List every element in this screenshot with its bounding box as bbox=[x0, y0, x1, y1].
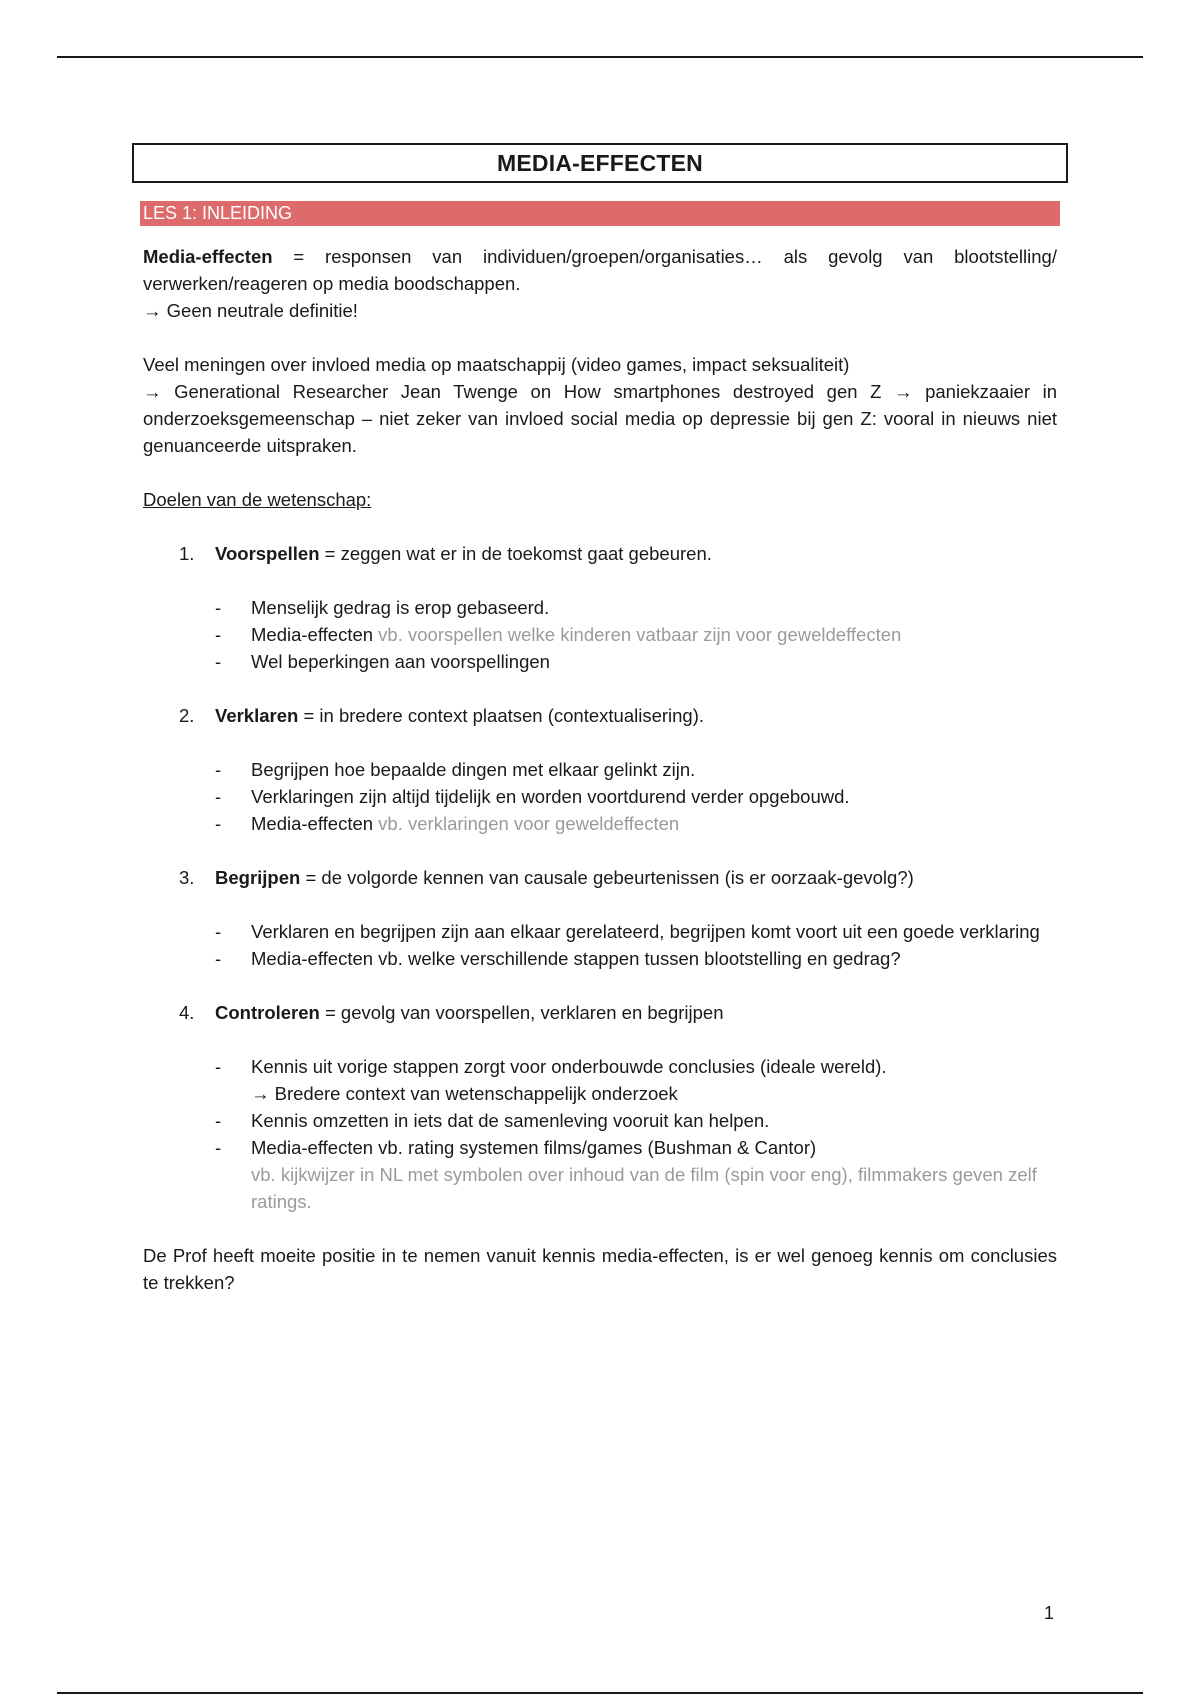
bullet-text: Kennis omzetten in iets dat de samenleving vooruit kan helpen. bbox=[251, 1110, 770, 1131]
bullet-text: Media-effecten bbox=[251, 624, 374, 645]
bullet-item bbox=[143, 945, 1057, 972]
dash-marker: - bbox=[215, 651, 222, 672]
header-rule bbox=[57, 56, 1143, 58]
dash-marker: - bbox=[215, 813, 222, 834]
opinions-text-2: paniekzaaier in onderzoeksgemeenschap – niet zeker van invloed social media op depressie bij gen Z: vooral in nieuws niet genuanceerde uitspraken. bbox=[143, 381, 1057, 456]
bullet-item bbox=[143, 918, 1057, 945]
bullet-item bbox=[143, 621, 1057, 648]
goal-definition: = gevolg van voorspellen, verklaren en begrijpen bbox=[319, 1002, 724, 1023]
goal-term: Begrijpen bbox=[215, 867, 301, 888]
bullet-text: Begrijpen hoe bepaalde dingen met elkaar gelinkt zijn. bbox=[251, 759, 696, 780]
bullet-example: vb. voorspellen welke kinderen vatbaar zijn voor geweldeffecten bbox=[373, 624, 902, 645]
footer-rule bbox=[57, 1692, 1143, 1694]
goal-term: Voorspellen bbox=[215, 543, 320, 564]
bullet-subline bbox=[143, 1080, 1057, 1107]
bullet-item bbox=[143, 783, 1057, 810]
goal-definition: = in bredere context plaatsen (contextualisering). bbox=[298, 705, 705, 726]
dash-marker: - bbox=[215, 624, 222, 645]
section-header: LES 1: INLEIDING bbox=[140, 201, 1060, 226]
opinions-line: Veel meningen over invloed media op maatschappij (video games, impact seksualiteit) bbox=[143, 354, 850, 375]
arrow-right-icon: → bbox=[143, 300, 162, 321]
document-body bbox=[143, 243, 1057, 1296]
term-media-effecten: Media-effecten bbox=[143, 246, 273, 267]
goal-number: 1. bbox=[179, 543, 195, 564]
bullet-text: Media-effecten vb. rating systemen films/games (Bushman & Cantor) bbox=[251, 1137, 817, 1158]
intro-note bbox=[143, 297, 1057, 324]
bullet-text: Kennis uit vorige stappen zorgt voor onderbouwde conclusies (ideale wereld). bbox=[251, 1056, 887, 1077]
closing-paragraph: De Prof heeft moeite positie in te nemen vanuit kennis media-effecten, is er wel genoeg kennis om conclusies te trekken? bbox=[143, 1245, 1057, 1293]
bullet-text: Verklaren en begrijpen zijn aan elkaar gerelateerd, begrijpen komt voort uit een goede verklaring bbox=[251, 921, 1040, 942]
opinions-detail bbox=[143, 378, 1057, 459]
goal-term: Verklaren bbox=[215, 705, 299, 726]
bullet-example: vb. verklaringen voor geweldeffecten bbox=[373, 813, 680, 834]
dash-marker: - bbox=[215, 1110, 222, 1131]
intro-definition bbox=[143, 243, 1057, 297]
goal-number: 2. bbox=[179, 705, 195, 726]
bullet-text: Media-effecten bbox=[251, 813, 374, 834]
bullet-item bbox=[143, 1053, 1057, 1080]
bullet-item bbox=[143, 810, 1057, 837]
dash-marker: - bbox=[215, 948, 222, 969]
goal-item bbox=[143, 999, 1057, 1026]
definition-text: = responsen van individuen/groepen/organisaties… als gevolg van blootstelling/ verwerken/reageren op media boodschappen. bbox=[143, 246, 1057, 294]
goal-item bbox=[143, 702, 1057, 729]
bullet-example: vb. kijkwijzer in NL met symbolen over inhoud van de film (spin voor eng), filmmakers geven zelf ratings. bbox=[251, 1164, 1037, 1212]
page-number: 1 bbox=[1044, 1603, 1055, 1623]
bullet-text: Media-effecten vb. welke verschillende stappen tussen blootstelling en gedrag? bbox=[251, 948, 901, 969]
goal-term: Controleren bbox=[215, 1002, 320, 1023]
arrow-right-icon: → bbox=[143, 381, 162, 402]
dash-marker: - bbox=[215, 921, 222, 942]
document-title: MEDIA-EFFECTEN bbox=[132, 143, 1068, 183]
arrow-right-icon: → bbox=[251, 1083, 270, 1104]
bullet-item bbox=[143, 1134, 1057, 1161]
dash-marker: - bbox=[215, 597, 222, 618]
bullet-item bbox=[143, 756, 1057, 783]
bullet-item bbox=[143, 1107, 1057, 1134]
bullet-item bbox=[143, 594, 1057, 621]
opinions-text-1: Generational Researcher Jean Twenge on How smartphones destroyed gen Z bbox=[161, 381, 895, 402]
goal-number: 4. bbox=[179, 1002, 195, 1023]
bullet-item bbox=[143, 648, 1057, 675]
arrow-right-icon: → bbox=[894, 381, 913, 402]
dash-marker: - bbox=[215, 786, 222, 807]
goal-definition: = de volgorde kennen van causale gebeurtenissen (is er oorzaak-gevolg?) bbox=[300, 867, 914, 888]
dash-marker: - bbox=[215, 759, 222, 780]
goal-definition: = zeggen wat er in de toekomst gaat gebeuren. bbox=[319, 543, 712, 564]
goal-item bbox=[143, 864, 1057, 891]
bullet-text: Menselijk gedrag is erop gebaseerd. bbox=[251, 597, 550, 618]
subline-text: Bredere context van wetenschappelijk onderzoek bbox=[269, 1083, 678, 1104]
dash-marker: - bbox=[215, 1056, 222, 1077]
goals-heading: Doelen van de wetenschap: bbox=[143, 489, 372, 510]
dash-marker: - bbox=[215, 1137, 222, 1158]
goal-number: 3. bbox=[179, 867, 195, 888]
note-text: Geen neutrale definitie! bbox=[161, 300, 358, 321]
bullet-text: Wel beperkingen aan voorspellingen bbox=[251, 651, 550, 672]
bullet-text: Verklaringen zijn altijd tijdelijk en worden voortdurend verder opgebouwd. bbox=[251, 786, 850, 807]
goal-item bbox=[143, 540, 1057, 567]
